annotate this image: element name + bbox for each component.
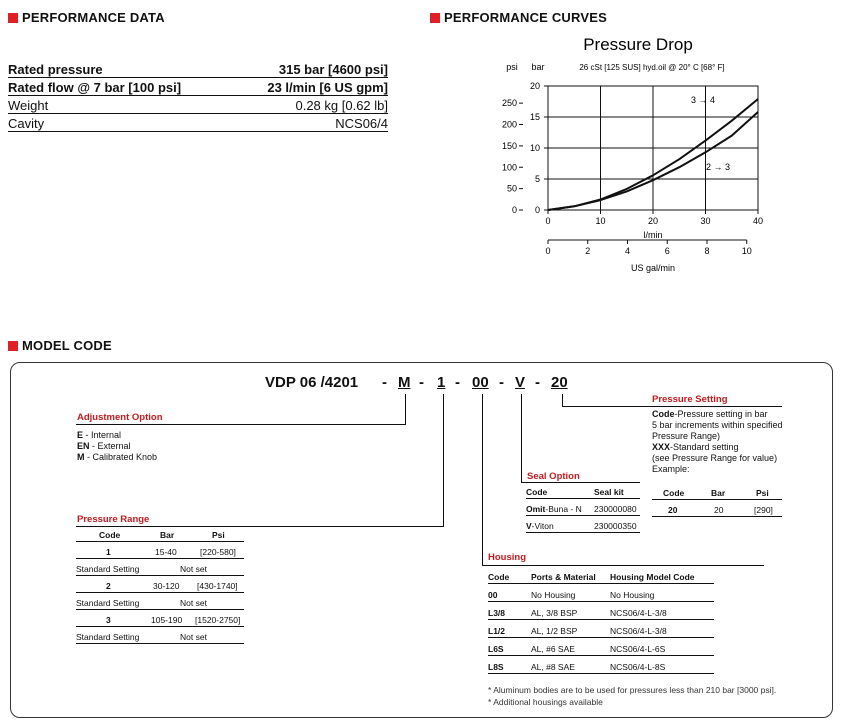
table-row <box>76 596 244 610</box>
list-item <box>652 442 783 453</box>
table-row <box>76 562 244 576</box>
table-cell <box>526 504 582 514</box>
code-adjustment: M <box>398 374 411 391</box>
code-dash: - <box>455 374 460 391</box>
perf-value: NCS06/4 <box>335 116 388 131</box>
perf-row <box>8 96 388 114</box>
setting-bold: Code <box>652 409 675 419</box>
housing-table <box>488 570 714 680</box>
connector-line <box>562 406 782 407</box>
table-cell: 1 <box>106 547 111 557</box>
option-code: M <box>77 452 85 462</box>
x-tick-label: 40 <box>752 216 764 226</box>
performance-curves-heading <box>430 10 607 25</box>
table-cell: AL, 1/2 BSP <box>531 626 578 636</box>
table-header: Seal kit <box>594 487 624 497</box>
table-cell: L8S <box>488 662 504 672</box>
psi-tick-label: 100 <box>501 162 517 173</box>
gal-tick-label: 2 <box>585 246 591 256</box>
setting-text: -Standard setting <box>670 442 739 452</box>
x-tick-label: 30 <box>700 216 711 226</box>
table-header-row <box>652 486 782 500</box>
code-base: VDP 06 /4201 <box>265 374 359 391</box>
table-cell: Not set <box>180 564 207 574</box>
table-header: Code <box>526 487 548 497</box>
code-pressure-range: 1 <box>437 374 446 391</box>
table-cell: Not set <box>180 598 207 608</box>
table-header: Code <box>99 530 121 540</box>
table-row <box>488 588 714 602</box>
red-square-icon <box>8 341 18 351</box>
perf-label: Rated flow @ 7 bar [100 psi] <box>8 80 182 95</box>
table-cell: [290] <box>754 505 773 515</box>
perf-label: Cavity <box>8 116 45 131</box>
gal-tick-label: 4 <box>624 246 631 256</box>
x-tick-label: 0 <box>545 216 551 226</box>
chart-subtitle: 26 cSt [125 SUS] hyd.oil @ 20° C [68° F] <box>579 63 725 72</box>
list-item <box>652 431 783 442</box>
table-cell: NCS06/4-L-3/8 <box>610 626 667 636</box>
table-header: Bar <box>160 530 175 540</box>
perf-label: Weight <box>8 98 49 113</box>
setting-text: 5 bar increments within specified <box>652 420 783 430</box>
setting-text: Example: <box>652 464 690 474</box>
table-row <box>526 519 640 533</box>
seal-text: -Buna - N <box>545 504 582 514</box>
list-item <box>77 441 157 452</box>
note: * Aluminum bodies are to be used for pressures less than 210 bar [3000 psi]. <box>488 685 777 695</box>
performance-data-title: PERFORMANCE DATA <box>22 10 165 25</box>
table-row <box>488 624 714 638</box>
x2-axis-label: US gal/min <box>630 263 676 273</box>
gal-tick-label: 10 <box>741 246 752 256</box>
setting-text: Pressure Range) <box>652 431 721 441</box>
table-row <box>76 613 244 627</box>
psi-tick-label: 50 <box>506 183 517 194</box>
perf-value: 23 l/min [6 US gpm] <box>267 80 388 95</box>
y-tick-label: 10 <box>529 143 540 153</box>
psi-tick-label: 200 <box>501 119 517 130</box>
red-square-icon <box>8 13 18 23</box>
perf-row <box>8 114 388 132</box>
perf-row <box>8 60 388 78</box>
housing-notes <box>488 684 776 708</box>
housing-heading: Housing <box>488 552 526 563</box>
seal-option-heading: Seal Option <box>527 471 580 482</box>
seal-text: -Viton <box>531 521 554 531</box>
option-text: - Internal <box>83 430 122 440</box>
gal-tick-label: 8 <box>704 246 710 256</box>
table-cell: 230000080 <box>594 504 637 514</box>
option-text: - External <box>89 441 131 451</box>
option-code: EN <box>77 441 90 451</box>
red-square-icon <box>430 13 440 23</box>
adjustment-option-heading: Adjustment Option <box>77 412 163 423</box>
connector-line <box>521 482 640 483</box>
connector-line <box>482 394 483 566</box>
y-tick-label: 20 <box>529 81 540 91</box>
table-row <box>488 606 714 620</box>
table-cell: AL, #8 SAE <box>531 662 575 672</box>
table-row <box>526 502 640 516</box>
table-row <box>76 579 244 593</box>
option-code: E <box>77 430 84 440</box>
table-cell: L6S <box>488 644 504 654</box>
list-item <box>652 464 783 475</box>
pressure-setting-example-table <box>652 486 782 520</box>
code-dash: - <box>499 374 504 391</box>
table-row <box>76 545 244 559</box>
table-row <box>652 503 782 517</box>
y-tick-label: 15 <box>529 112 540 122</box>
table-cell: Standard Setting <box>76 598 140 608</box>
performance-curves-title: PERFORMANCE CURVES <box>444 10 607 25</box>
setting-text: -Pressure setting in bar <box>674 409 768 419</box>
connector-line <box>405 394 406 425</box>
table-cell: 230000350 <box>594 521 637 531</box>
perf-value: 315 bar [4600 psi] <box>278 62 388 77</box>
connector-line <box>76 526 444 527</box>
code-housing: 00 <box>472 374 489 391</box>
table-cell: 20 <box>714 505 724 515</box>
perf-row <box>8 78 388 96</box>
table-cell: [430-1740] <box>197 581 238 591</box>
list-item <box>652 453 783 464</box>
table-cell: Standard Setting <box>76 564 140 574</box>
setting-text: (see Pressure Range for value) <box>652 453 778 463</box>
annotation-3-4: 3 → 4 <box>690 95 716 105</box>
table-cell: AL, 3/8 BSP <box>531 608 578 618</box>
table-cell: 3 <box>106 615 111 625</box>
code-seal: V <box>515 374 526 391</box>
perf-label: Rated pressure <box>8 62 103 77</box>
table-header-row <box>488 570 714 584</box>
connector-line <box>521 394 522 483</box>
table-cell: Standard Setting <box>76 632 140 642</box>
table-cell: 105-190 <box>151 615 183 625</box>
bar-unit-label: bar <box>531 62 545 72</box>
table-header: Ports & Material <box>531 572 596 582</box>
connector-line <box>76 424 406 425</box>
table-row <box>488 660 714 674</box>
code-pressure-setting: 20 <box>551 374 568 391</box>
table-header-row <box>526 485 640 499</box>
table-cell: 20 <box>668 505 678 515</box>
connector-line <box>443 394 444 527</box>
table-header: Bar <box>711 488 726 498</box>
psi-tick-label: 150 <box>501 140 517 151</box>
model-code-heading <box>8 338 112 353</box>
table-cell: 2 <box>106 581 111 591</box>
table-header: Code <box>663 488 685 498</box>
list-item <box>652 409 783 420</box>
chart-title: Pressure Drop <box>583 35 693 54</box>
table-header: Housing Model Code <box>610 572 695 582</box>
table-header: Code <box>488 572 510 582</box>
table-cell: NCS06/4-L-6S <box>610 644 666 654</box>
note: * Additional housings available <box>488 697 603 707</box>
table-cell: 00 <box>488 590 498 600</box>
table-cell: [1520-2750] <box>195 615 241 625</box>
pressure-range-heading: Pressure Range <box>77 514 150 525</box>
table-cell <box>526 521 554 531</box>
option-text: - Calibrated Knob <box>84 452 158 462</box>
pressure-setting-heading: Pressure Setting <box>652 394 728 405</box>
seal-code: Omit <box>526 504 546 514</box>
pressure-drop-chart <box>490 30 790 278</box>
gal-tick-label: 6 <box>664 246 670 256</box>
psi-unit-label: psi <box>506 62 518 72</box>
x-tick-label: 10 <box>595 216 606 226</box>
table-header-row <box>76 528 244 542</box>
x-axis-label: l/min <box>643 230 663 240</box>
list-item <box>77 452 157 463</box>
seal-code: V <box>526 521 532 531</box>
table-cell: No Housing <box>531 590 576 600</box>
model-code-title: MODEL CODE <box>22 338 112 353</box>
y-tick-label: 0 <box>534 205 540 215</box>
connector-line <box>482 565 764 566</box>
table-cell: L1/2 <box>488 626 506 636</box>
list-item <box>652 420 783 431</box>
adjustment-option-list <box>77 430 157 463</box>
perf-value: 0.28 kg [0.62 lb] <box>295 98 388 113</box>
pressure-setting-notes <box>652 409 783 475</box>
psi-tick-label: 0 <box>511 205 517 215</box>
code-dash: - <box>535 374 540 391</box>
pressure-range-table <box>76 528 244 658</box>
table-cell: No Housing <box>610 590 655 600</box>
table-header: Psi <box>212 530 225 540</box>
psi-tick-label: 250 <box>501 98 517 109</box>
x-tick-label: 20 <box>647 216 659 226</box>
table-header: Psi <box>756 488 769 498</box>
table-cell: NCS06/4-L-8S <box>610 662 666 672</box>
setting-bold: XXX <box>652 442 671 452</box>
y-tick-label: 5 <box>534 174 540 184</box>
list-item <box>77 430 157 441</box>
code-dash: - <box>382 374 387 391</box>
table-cell: NCS06/4-L-3/8 <box>610 608 667 618</box>
table-cell: [220-580] <box>200 547 236 557</box>
table-cell: Not set <box>180 632 207 642</box>
table-row <box>76 630 244 644</box>
seal-option-table <box>526 485 640 541</box>
table-cell: L3/8 <box>488 608 506 618</box>
table-row <box>488 642 714 656</box>
annotation-2-3: 2 → 3 <box>705 162 731 172</box>
table-cell: 30-120 <box>153 581 180 591</box>
table-cell: AL, #6 SAE <box>531 644 575 654</box>
code-dash: - <box>419 374 424 391</box>
performance-data-heading <box>8 10 165 25</box>
table-cell: 15-40 <box>155 547 177 557</box>
gal-tick-label: 0 <box>545 246 551 256</box>
